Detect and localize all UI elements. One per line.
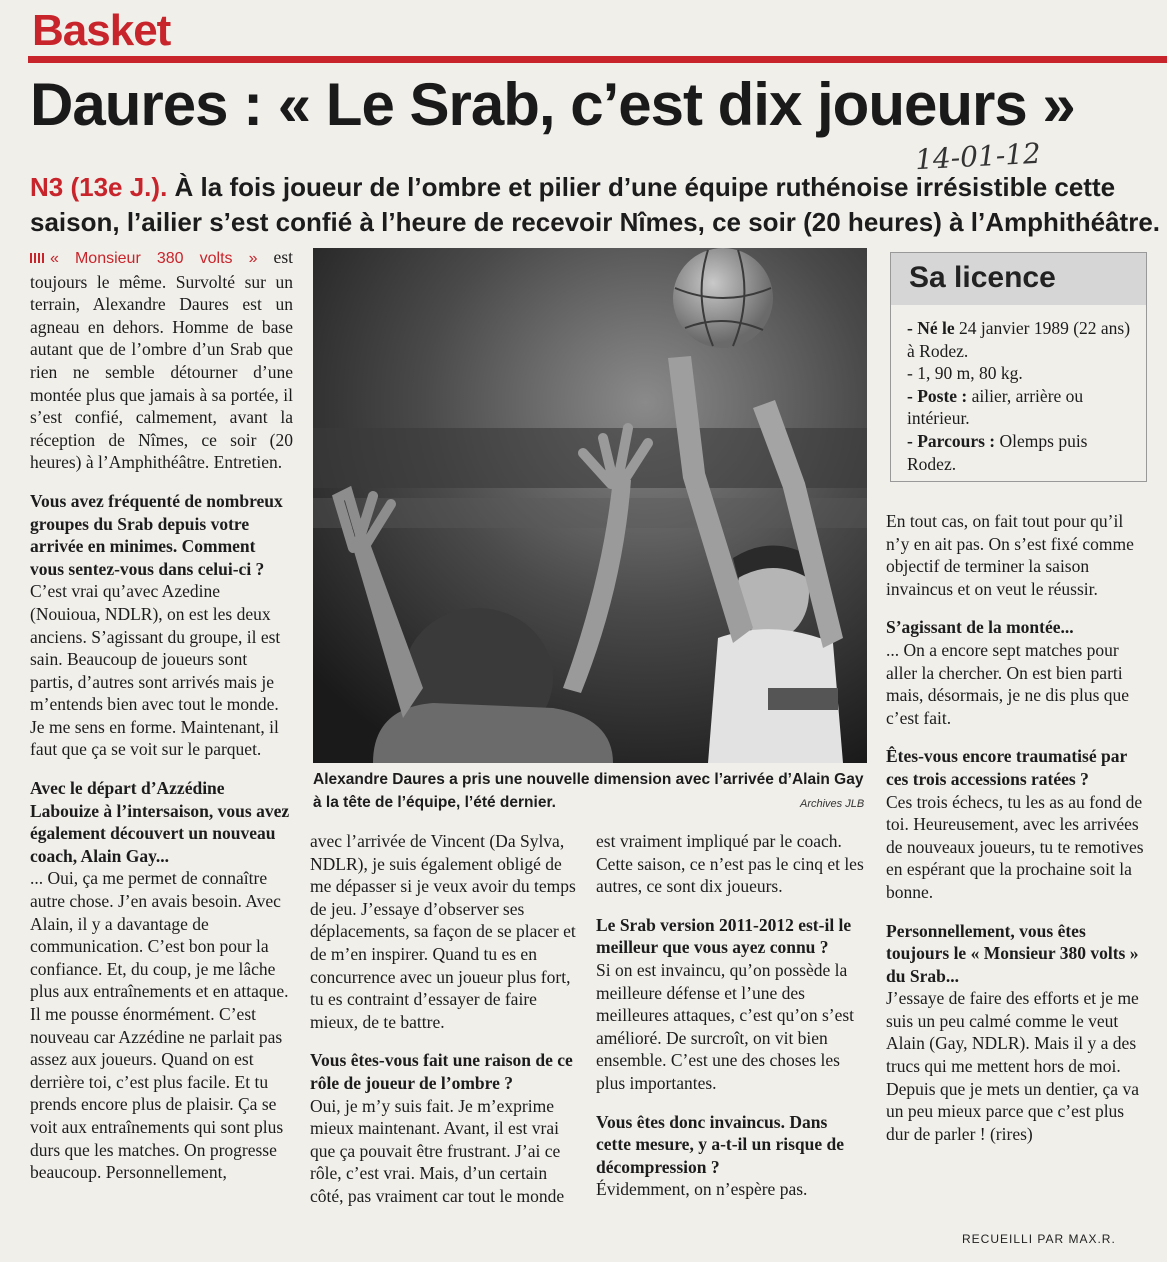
photo-illustration [313, 248, 867, 763]
answer: ... Oui, ça me permet de connaître autre chose. J’en avais besoin. Avec Alain, il y a davantage de communication. C’est bon pour la confiance. Et, du coup, je me lâche plus aux entraînements et en attaque. Il me pousse énormément. C’est nouveau car Azzédine ne parlait pas assez aux joueurs. Quand on est derrière toi, c’est plus facile. Et tu prends encore plus de plaisir. Ça se voit aux entraînements qui sont plus durs que les matches. On progresse beaucoup. Personnellement, [30, 868, 289, 1183]
section-rule [28, 56, 1167, 63]
byline: RECUEILLI PAR MAX.R. [962, 1232, 1116, 1246]
licence-item: - Parcours : Olemps puis Rodez. [907, 430, 1088, 474]
photo-credit: Archives JLB [800, 798, 865, 810]
photo-caption: Alexandre Daures a pris une nouvelle dimension avec l’arrivée d’Alain Gay à la tête de l’équipe, l’été dernier. [313, 771, 864, 811]
answer: C’est vrai qu’avec Azedine (Nouioua, NDLR), on est les deux anciens. S’agissant du groupe, il est sain. Beaucoup de joueurs sont partis, d’autres sont arrivés mais je m’entends bien avec tout le monde. Je me sens en forme. Maintenant, il faut que ça se voit sur le parquet. [30, 581, 281, 760]
headline: Daures : « Le Srab, c’est dix joueurs » [30, 71, 1075, 138]
licence-item: - Poste : ailier, arrière ou intérieur. [907, 385, 1084, 429]
question: Vous avez fréquenté de nombreux groupes du Srab depuis votre arrivée en minimes. Comment vous sentez-vous dans celui-ci ? [30, 490, 283, 579]
answer: est vraiment impliqué par le coach. Cette saison, ce n’est pas le cinq et les autres, ce sont dix joueurs. [596, 831, 864, 897]
licence-box [890, 252, 1147, 482]
column-2 [310, 830, 582, 1208]
intro-paragraph [30, 246, 293, 474]
column-3 [596, 830, 866, 1201]
question: Avec le départ d’Azzédine Labouize à l’intersaison, vous avez également découvert un nouveau coach, Alain Gay... [30, 778, 290, 866]
column-4 [886, 510, 1146, 1145]
licence-item: - 1, 90 m, 80 kg. [907, 363, 1023, 384]
answer: Si on est invaincu, qu’on possède la meilleure défense et l’une des meilleures attaques, c’est qu’on s’est amélioré. De surcroît, on vit bien ensemble. C’est une des choses les plus importantes. [596, 959, 855, 1093]
answer: J’essaye de faire des efforts et je me suis un peu calmé comme le veut Alain (Gay, NDLR). Mais il y a des trucs qui me mettent hors de moi. Depuis que je mets un dentier, ça va un peu mieux parce que c’est plus dur de parler ! (rires) [886, 988, 1139, 1144]
league-tag: N3 (13e J.). [30, 172, 168, 202]
answer: Ces trois échecs, tu les as au fond de toi. Heureusement, avec les arrivées de nouveaux joueurs, tu te remotives en espérant que la prochaine soit la bonne. [886, 791, 1144, 902]
answer: ... On a encore sept matches pour aller la chercher. On est bien parti mais, désormais, je ne dis plus que c’est fait. [886, 639, 1130, 728]
basketball-photo [313, 248, 867, 763]
lede [30, 170, 1160, 240]
intro-text: est toujours le même. Survolté sur un terrain, Alexandre Daures est un agneau en dehors. Homme de base autant que de l’ombre d’un Srab que rien ne semble détourner d’une montée plus que jamais à sa portée, il s’est confié, calmement, avant la réception de Nîmes, ce soir (20 heures) à l’Amphithéâtre. Entretien. [30, 247, 293, 473]
licence-title: Sa licence [909, 261, 1056, 294]
question: Vous êtes-vous fait une raison de ce rôle de joueur de l’ombre ? [310, 1050, 573, 1093]
answer: En tout cas, on fait tout pour qu’il n’y en ait pas. On s’est fixé comme objectif de terminer la saison invaincus et on veut le réussir. [886, 511, 1134, 599]
handwritten-date: 14-01-12 [914, 136, 1042, 177]
bullet-marker [30, 253, 44, 263]
licence-body [907, 317, 1139, 475]
question: Vous êtes donc invaincus. Dans cette mesure, y a-t-il un risque de décompression ? [596, 1111, 845, 1177]
section-rubric: Basket [32, 6, 171, 55]
lede-text: À la fois joueur de l’ombre et pilier d’une équipe ruthénoise irrésistible cette saison, l’ailier s’est confié à l’heure de recevoir Nîmes, ce soir (20 heures) à l’Amphithéâtre. [30, 172, 1161, 237]
intro-title: « Monsieur 380 volts » [50, 250, 258, 267]
answer: avec l’arrivée de Vincent (Da Sylva, NDLR), je suis également obligé de me dépasser si je veux avoir du temps de jeu. J’essaye d’observer ses déplacements, sa façon de se placer et de m’en inspirer. Quand tu es en concurrence avec un joueur plus fort, tu es contraint d’essayer de faire mieux, de te battre. [310, 831, 576, 1032]
answer: Évidemment, on n’espère pas. [596, 1179, 808, 1200]
column-1 [30, 246, 293, 1184]
licence-item: - Né le 24 janvier 1989 (22 ans) à Rodez. [907, 318, 1131, 361]
answer: Oui, je m’y suis fait. Je m’exprime mieux maintenant. Avant, il est vrai que ça pouvait être frustrant. J’ai ce rôle, c’est vrai. Mais, d’un certain côté, pas vraiment car tout le monde [310, 1095, 565, 1206]
question: Êtes-vous encore traumatisé par ces trois accessions ratées ? [886, 746, 1127, 789]
question: Personnellement, vous êtes toujours le « Monsieur 380 volts » du Srab... [886, 920, 1139, 986]
question: Le Srab version 2011-2012 est-il le meilleur que vous ayez connu ? [596, 914, 852, 958]
question: S’agissant de la montée... [886, 617, 1074, 638]
